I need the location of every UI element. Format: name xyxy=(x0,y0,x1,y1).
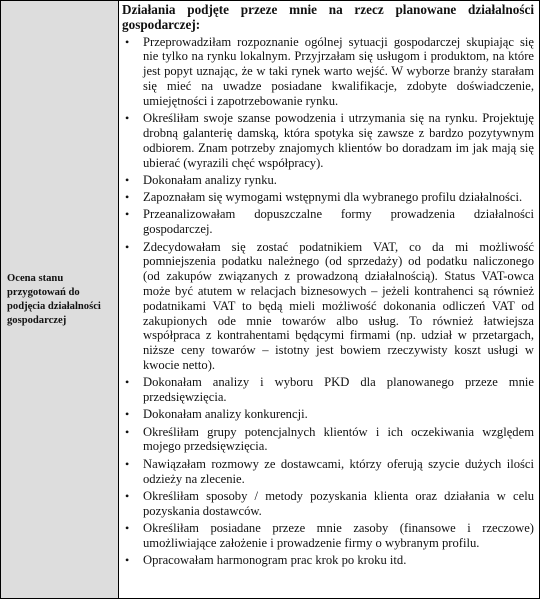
list-item-text: Dokonałam analizy rynku. xyxy=(143,172,277,187)
list-item xyxy=(122,375,534,405)
list-item-text: Określiłam swoje szanse powodzenia i utrzymania się na rynku. Projektuję drobną galanterię damską, która spotyka się zawsze z bardzo pozytywnym odbiorem. Znam potrzeby znajomych klientów bo doradzam im jak mają się ubierać (wyrazili chęć współpracy). xyxy=(143,111,534,170)
bullet-icon: • xyxy=(125,552,130,567)
bullet-icon: • xyxy=(125,488,130,503)
bullet-icon: • xyxy=(125,375,130,390)
list-item-text: Dokonałam analizy i wyboru PKD dla planowanego przeze mnie przedsięwzięcia. xyxy=(143,375,534,405)
list-item xyxy=(122,425,534,455)
list-item xyxy=(122,521,534,551)
list-item-text: Przeanalizowałam dopuszczalne formy prowadzenia działalności gospodarczej. xyxy=(143,207,534,237)
row-label: Ocena stanu przygotowań do podjęcia działalności gospodarczej xyxy=(7,272,101,326)
bullet-icon: • xyxy=(125,407,130,422)
list-item xyxy=(122,457,534,487)
list-item-text: Zdecydowałam się zostać podatnikiem VAT, co da mi możliwość pomniejszenia podatku należnego (od sprzedaży) od podatku naliczonego (od zakupów związanych z prowadzoną działalnością). Status VAT-owca może być atutem w relacjach biznesowych – jeżeli kontrahenci są również podatnikami VAT to będą mieli możliwość dokonania odliczeń VAT od zakupionych ode mnie towarów albo usług. To również łatwiejsza współpraca z kontrahentami będącymi firmami (np. udział w przetargach, niższe ceny towarów – istotny jest bowiem rzeczywisty koszt usługi w kwocie netto). xyxy=(143,239,534,372)
bullet-icon: • xyxy=(125,190,130,205)
list-item-text: Dokonałam analizy konkurencji. xyxy=(143,407,308,422)
list-item-text: Opracowałam harmonogram prac krok po kroku itd. xyxy=(143,552,407,567)
list-item xyxy=(122,407,534,422)
bullet-icon: • xyxy=(125,520,130,535)
list-item-text: Zapoznałam się wymogami wstępnymi dla wybranego profilu działalności. xyxy=(143,190,523,205)
bullet-icon: • xyxy=(125,111,130,126)
list-item-text: Przeprowadziłam rozpoznanie ogólnej sytuacji gospodarczej skupiając się nie tylko na rynku lokalnym. Przyjrzałam się usługom i produktom, na które jest popyt uznając, że w taki rynek warto wejść. W wyborze branży starałam się mieć na uwadze posiadane kwalifikacje, zdobyte doświadczenie, umiejętności i zapotrzebowanie rynku. xyxy=(143,34,534,108)
bullet-icon: • xyxy=(125,456,130,471)
label-cell xyxy=(1,1,119,599)
list-item xyxy=(122,190,534,205)
list-item-text: Określiłam sposoby / metody pozyskania klienta oraz działania w celu pozyskania dostawców. xyxy=(143,488,534,518)
table-row xyxy=(1,1,540,599)
list-item xyxy=(122,173,534,188)
content-cell xyxy=(119,1,540,599)
bullet-icon: • xyxy=(125,34,130,49)
list-item xyxy=(122,207,534,237)
action-list xyxy=(122,35,534,568)
list-item xyxy=(122,553,534,568)
list-item xyxy=(122,489,534,519)
bullet-icon: • xyxy=(125,172,130,187)
list-item xyxy=(122,111,534,170)
bullet-icon: • xyxy=(125,207,130,222)
list-item xyxy=(122,240,534,373)
bullet-icon: • xyxy=(125,424,130,439)
list-item-text: Określiłam grupy potencjalnych klientów i ich oczekiwania względem mojego przedsięwzięcia. xyxy=(143,424,534,454)
list-item xyxy=(122,35,534,109)
list-item-text: Określiłam posiadane przeze mnie zasoby (finansowe i rzeczowe) umożliwiające założenie i prowadzenie firmy o wybranym profilu. xyxy=(143,520,534,550)
bullet-icon: • xyxy=(125,239,130,254)
section-heading: Działania podjęte przeze mnie na rzecz planowane działalności gospodarczej: xyxy=(122,2,534,32)
list-item-text: Nawiązałam rozmowy ze dostawcami, którzy oferują szycie dużych ilości odzieży na zlecenie. xyxy=(143,456,534,486)
